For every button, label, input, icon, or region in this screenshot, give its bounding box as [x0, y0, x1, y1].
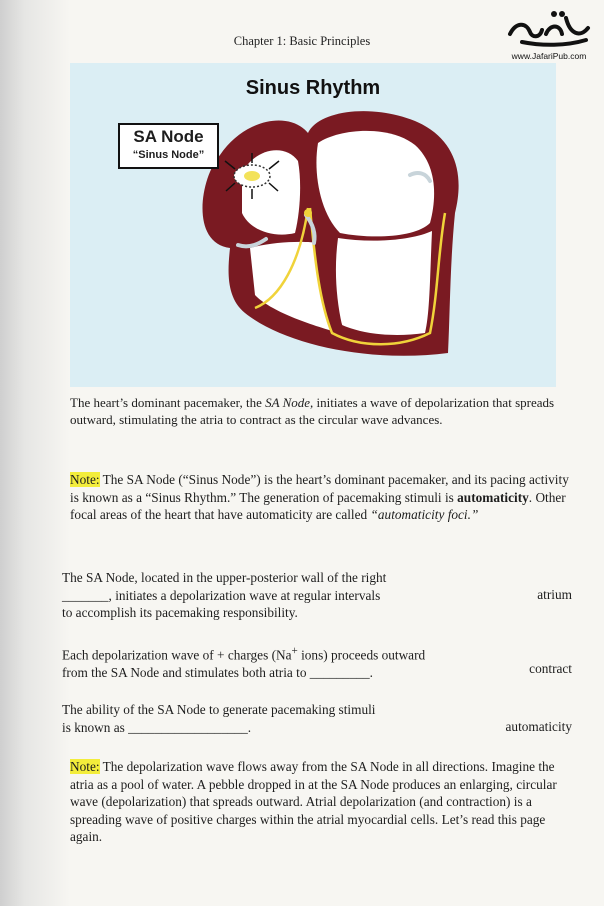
question-2 [62, 643, 572, 681]
watermark-url: www.JafariPub.com [511, 51, 587, 61]
note-2-label: Note: [70, 759, 100, 774]
heart-diagram-icon [70, 63, 556, 387]
sa-node-label-main: SA Node [133, 127, 204, 146]
caption-part-1: The heart’s dominant pacemaker, the [70, 395, 266, 410]
question-3-line-1: The ability of the SA Node to generate pacemaking stimuli [62, 702, 376, 717]
caption-italic: SA Node, [265, 395, 314, 410]
publisher-logo-icon [502, 4, 596, 50]
question-1-line-2: _______, initiates a depolarization wave at regular intervals [62, 587, 381, 603]
question-1-line-1: The SA Node, located in the upper-posterior wall of the right [62, 570, 387, 585]
publisher-watermark [502, 4, 596, 64]
note-1-label: Note: [70, 472, 100, 487]
note-1-bold: automaticity [457, 489, 529, 505]
figure-caption [70, 394, 570, 428]
chapter-header: Chapter 1: Basic Principles [233, 34, 371, 48]
question-1-answer: atrium [537, 587, 572, 602]
question-2-line-1a: Each depolarization wave of + charges (Na [62, 647, 292, 663]
question-1 [62, 569, 572, 622]
question-1-line-3: to accomplish its pacemaking responsibility. [62, 605, 298, 620]
caption-part-2: initiates a wave of depolarization that spreads outward, stimulating the atria to contract as the circular wave advances. [70, 395, 555, 427]
note-2 [70, 758, 570, 846]
note-2-text: The depolarization wave flows away from the SA Node in all directions. Imagine the atria as a pool of water. A pebble dropped in at the SA Node produces an enlarging, circular wave (depolarization) that spreads outward. Atrial depolarization (and contraction) is a spreading wave of positive charges within the atrial myocardial cells. Let’s read this page again. [70, 759, 557, 844]
question-2-line-1 [62, 643, 462, 664]
question-2-line-1b: ions) proceeds outward [297, 647, 426, 663]
note-1-text-1: The SA Node (“Sinus Node”) is the heart’s dominant pacemaker, and its pacing activity is known as a “Sinus Rhythm.” The generation of pacemaking stimuli is [70, 472, 569, 505]
question-2-line-2: from the SA Node and stimulates both atria to _________. [62, 664, 373, 680]
question-2-sup: + [291, 645, 298, 657]
question-2-answer: contract [529, 661, 572, 676]
note-1-text-2: . Other focal areas of the heart that have automaticity are called [70, 489, 566, 522]
question-3 [62, 701, 572, 736]
note-1-italic: “automaticity foci.” [370, 507, 479, 522]
sa-node-label-sub: “Sinus Node” [132, 149, 205, 161]
question-3-answer: automaticity [505, 719, 572, 734]
sinus-rhythm-figure [70, 63, 556, 387]
page-gutter-shadow [0, 0, 70, 906]
note-1 [70, 471, 570, 524]
figure-title: Sinus Rhythm [245, 77, 381, 99]
question-3-line-2: is known as __________________. [62, 719, 252, 735]
sa-node-label [118, 123, 219, 169]
